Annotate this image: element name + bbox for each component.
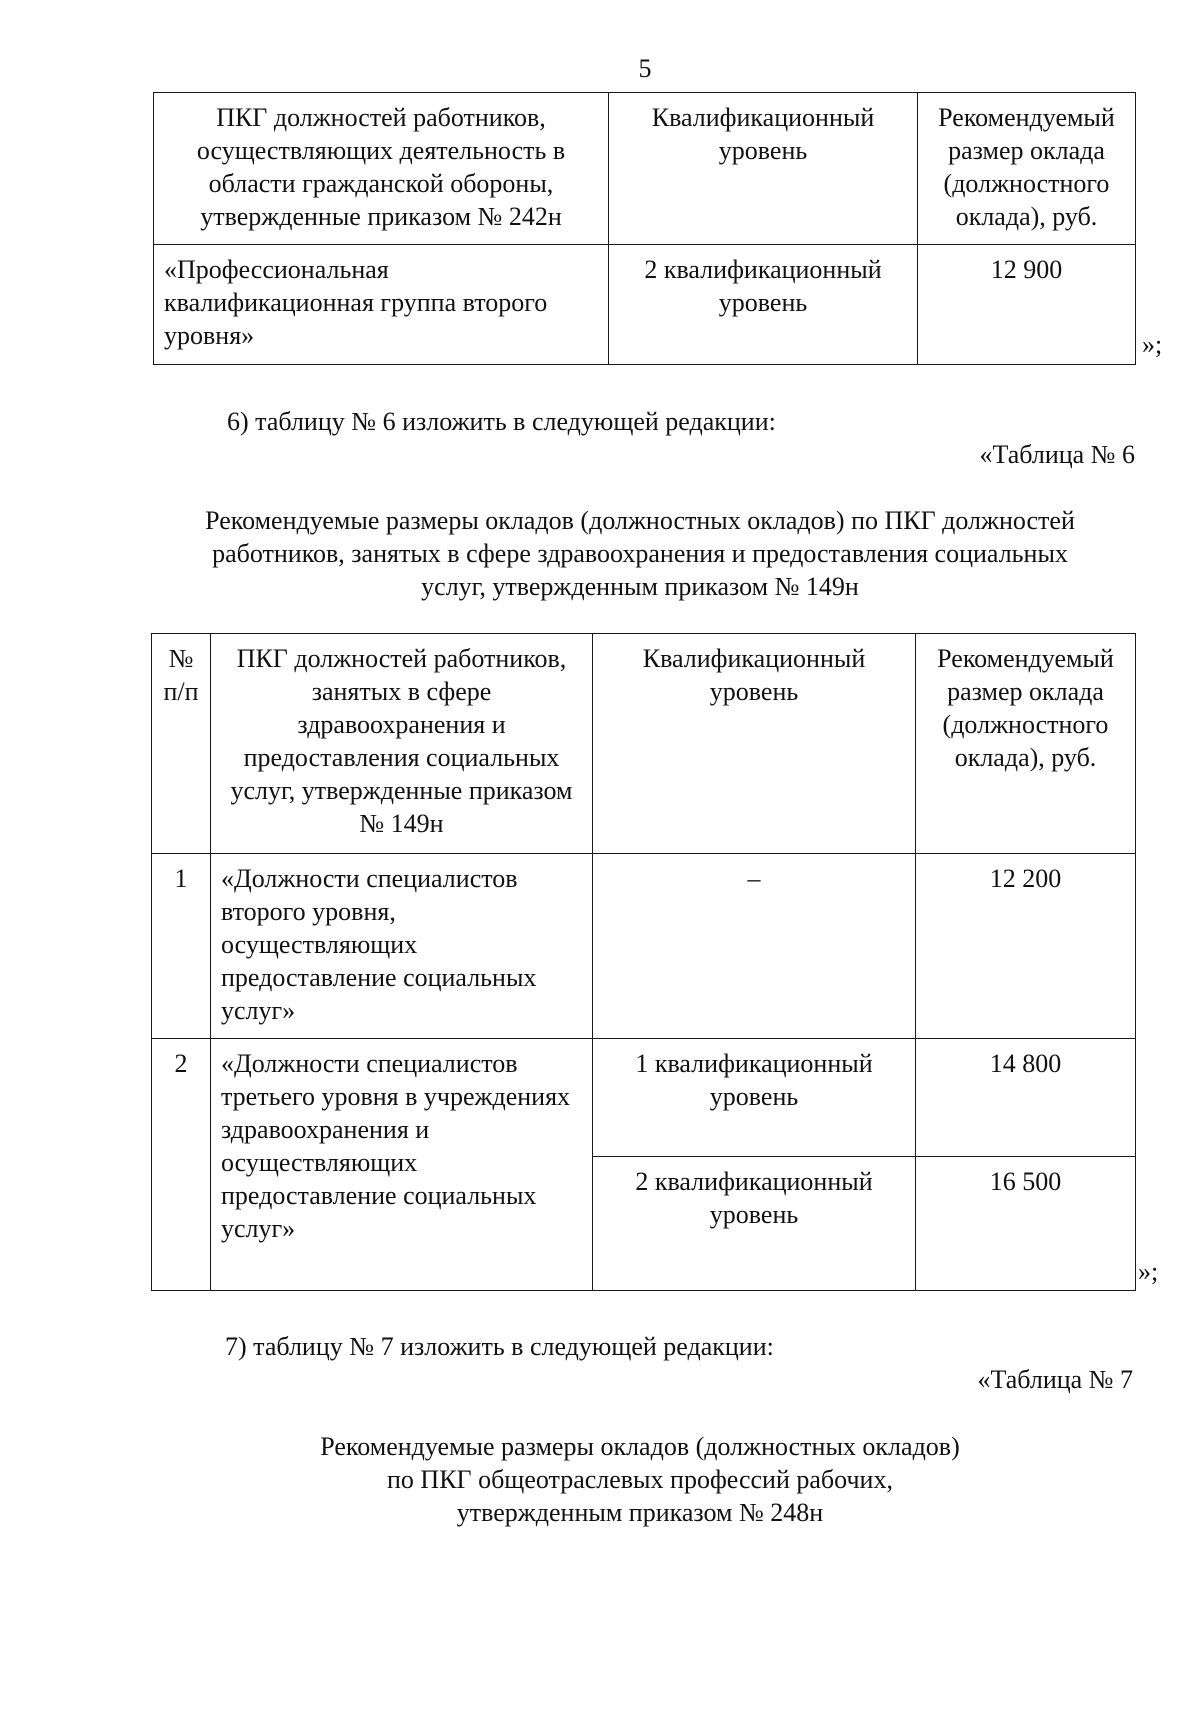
table-5	[153, 92, 1136, 365]
row-number-cell: 1	[152, 854, 211, 1039]
table-row	[152, 1039, 1136, 1157]
level-cell: –	[593, 854, 916, 1039]
table-7-title-line: Рекомендуемые размеры окладов (должностных окладов)	[320, 1432, 960, 1461]
table-header-cell: ПКГ должностей работников, осуществляющих деятельность в области гражданской обороны, утвержденные приказом № 242н	[154, 93, 609, 245]
table-header-row	[152, 634, 1136, 854]
table-header-cell: Квалификационный уровень	[593, 634, 916, 854]
table-6-title-line: Рекомендуемые размеры окладов (должностных окладов) по ПКГ должностей	[205, 506, 1075, 535]
table-header-cell: ПКГ должностей работников, занятых в сфере здравоохранения и предоставления социальных услуг, утвержденные приказом № 149н	[211, 634, 593, 854]
table-7-title	[140, 1430, 1140, 1529]
table-row	[154, 245, 1136, 365]
table-header-cell: Рекомендуемый размер оклада (должностного оклада), руб.	[918, 93, 1136, 245]
paragraph-7: 7) таблицу № 7 изложить в следующей редакции:	[225, 1332, 774, 1361]
table-6-title-line: работников, занятых в сфере здравоохранения и предоставления социальных	[212, 539, 1068, 568]
salary-cell: 16 500	[916, 1157, 1136, 1291]
salary-cell: 12 200	[916, 854, 1136, 1039]
group-cell: «Должности специалистов третьего уровня в учреждениях здравоохранения и осуществляющих предоставление социальных услуг»	[211, 1039, 593, 1291]
page-number: 5	[638, 54, 652, 83]
level-cell: 2 квалификационный уровень	[593, 1157, 916, 1291]
table-7-label: «Таблица № 7	[977, 1365, 1133, 1394]
table-row	[152, 854, 1136, 1039]
table-header-row	[154, 93, 1136, 245]
salary-cell: 14 800	[916, 1039, 1136, 1157]
group-cell: «Должности специалистов второго уровня, осуществляющих предоставление социальных услуг»	[211, 854, 593, 1039]
table-7-title-line: по ПКГ общеотраслевых профессий рабочих,	[387, 1465, 893, 1494]
table-6-closing-quote: »;	[1138, 1257, 1159, 1286]
table-6	[151, 633, 1136, 1291]
table-6-title-line: услуг, утвержденным приказом № 149н	[421, 572, 859, 601]
table-6-label: «Таблица № 6	[979, 440, 1135, 469]
level-cell: 2 квалификационный уровень	[609, 245, 918, 365]
table-header-cell: № п/п	[152, 634, 211, 854]
row-number-cell: 2	[152, 1039, 211, 1291]
salary-cell: 12 900	[918, 245, 1136, 365]
table-6-title	[140, 504, 1140, 603]
table-5-closing-quote: »;	[1142, 330, 1163, 359]
level-cell: 1 квалификационный уровень	[593, 1039, 916, 1157]
table-7-title-line: утвержденным приказом № 248н	[456, 1498, 824, 1527]
table-header-cell: Рекомендуемый размер оклада (должностного оклада), руб.	[916, 634, 1136, 854]
table-header-cell: Квалификационный уровень	[609, 93, 918, 245]
paragraph-6: 6) таблицу № 6 изложить в следующей редакции:	[227, 407, 776, 436]
group-cell: «Профессиональная квалификационная группа второго уровня»	[154, 245, 609, 365]
